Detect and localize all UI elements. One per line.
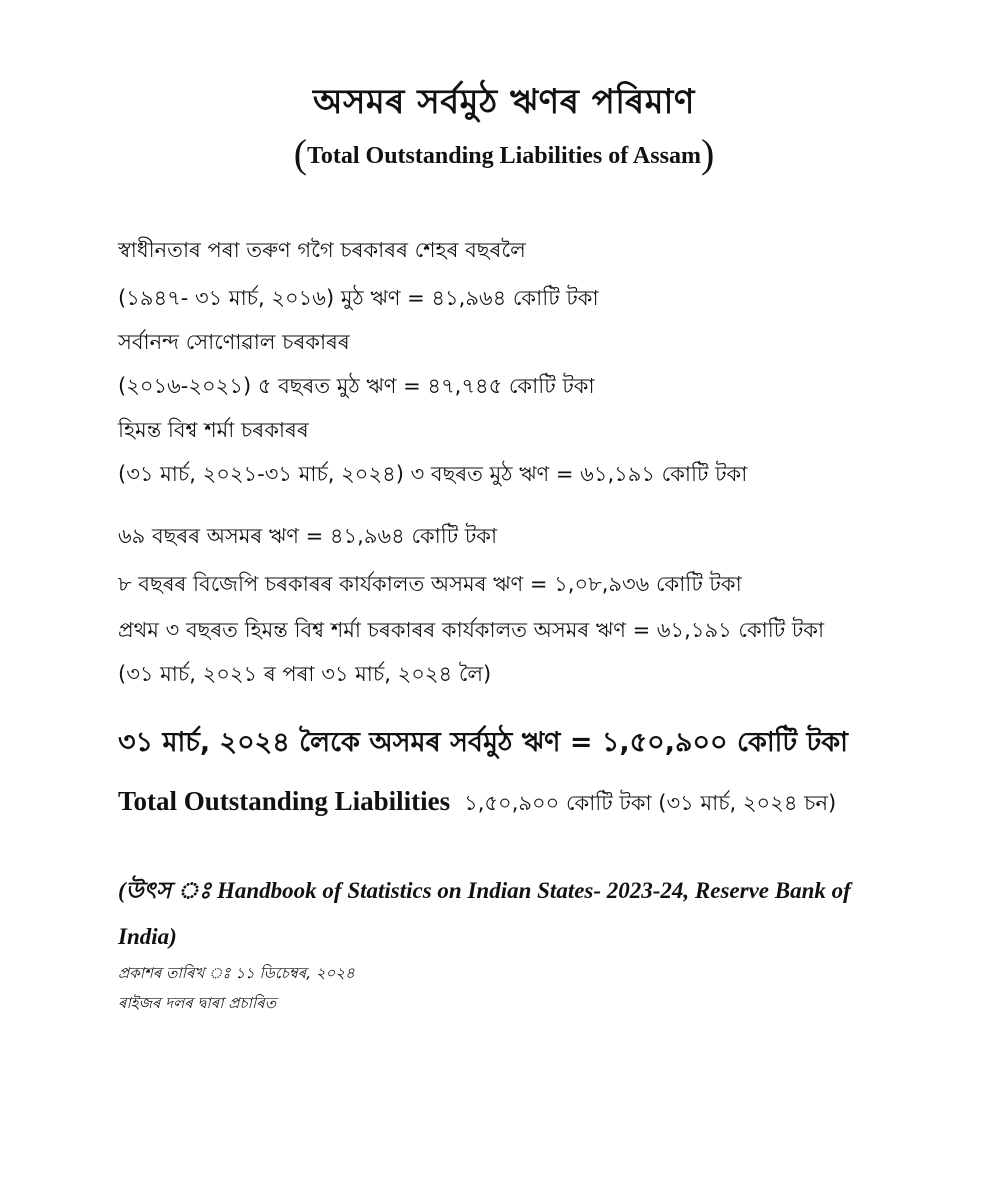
tarun-gogoi-debt-line: (১৯৪৭- ৩১ মাৰ্চ, ২০১৬) মুঠ ঋণ = ৪১,৯৬৪ কোটি টকা [118, 286, 599, 310]
tarun-gogoi-heading: স্বাধীনতাৰ পৰা তৰুণ গগৈ চৰকাৰৰ শেহৰ বছৰলৈ [118, 238, 526, 262]
total-liabilities-row [118, 786, 836, 822]
sixty-nine-year-debt-line: ৬৯ বছৰৰ অসমৰ ঋণ = ৪১,৯৬৪ কোটি টকা [118, 524, 498, 548]
total-liabilities-label: Total Outstanding Liabilities [118, 786, 451, 816]
sonowal-heading: সৰ্বানন্দ সোণোৱাল চৰকাৰৰ [118, 330, 350, 354]
total-liabilities-value: ১,৫০,৯০০ কোটি টকা (৩১ মাৰ্চ, ২০২৪ চন) [464, 791, 837, 815]
source-citation: (উৎস ঃ Handbook of Statistics on Indian States- 2023-24, Reserve Bank of India) [118, 878, 851, 949]
himanta-heading: হিমন্ত বিশ্ব শৰ্মা চৰকাৰৰ [118, 418, 309, 442]
publication-date: প্ৰকাশৰ তাৰিখ ঃ ১১ ডিচেম্বৰ, ২০২৪ [118, 964, 355, 982]
page-subtitle [0, 130, 1008, 177]
himanta-debt-line: (৩১ মাৰ্চ, ২০২১-৩১ মাৰ্চ, ২০২৪) ৩ বছৰত মুঠ ঋণ = ৬১,১৯১ কোটি টকা [118, 462, 748, 486]
sonowal-debt-line: (২০১৬-২০২১) ৫ বছৰত মুঠ ঋণ = ৪৭,৭৪৫ কোটি টকা [118, 374, 595, 398]
subtitle-text: Total Outstanding Liabilities of Assam [307, 143, 701, 169]
himanta-period-note: (৩১ মাৰ্চ, ২০২১ ৰ পৰা ৩১ মাৰ্চ, ২০২৪ লৈ) [118, 662, 492, 686]
himanta-three-year-debt-line: প্ৰথম ৩ বছৰত হিমন্ত বিশ্ব শৰ্মা চৰকাৰৰ কাৰ্যকালত অসমৰ ঋণ = ৬১,১৯১ কোটি টকা [118, 618, 825, 642]
distribution-note: ৰাইজৰ দলৰ দ্বাৰা প্ৰচাৰিত [118, 994, 276, 1012]
subtitle-close-paren: ) [700, 131, 715, 176]
page-title: অসমৰ সৰ্বমুঠ ঋণৰ পৰিমাণ [313, 82, 695, 122]
bjp-eight-year-debt-line: ৮ বছৰৰ বিজেপি চৰকাৰৰ কাৰ্যকালত অসমৰ ঋণ = ১,০৮,৯৩৬ কোটি টকা [118, 572, 742, 596]
total-debt-summary: ৩১ মাৰ্চ, ২০২৪ লৈকে অসমৰ সৰ্বমুঠ ঋণ = ১,৫০,৯০০ কোটি টকা [118, 727, 848, 758]
subtitle-open-paren: ( [293, 131, 308, 176]
